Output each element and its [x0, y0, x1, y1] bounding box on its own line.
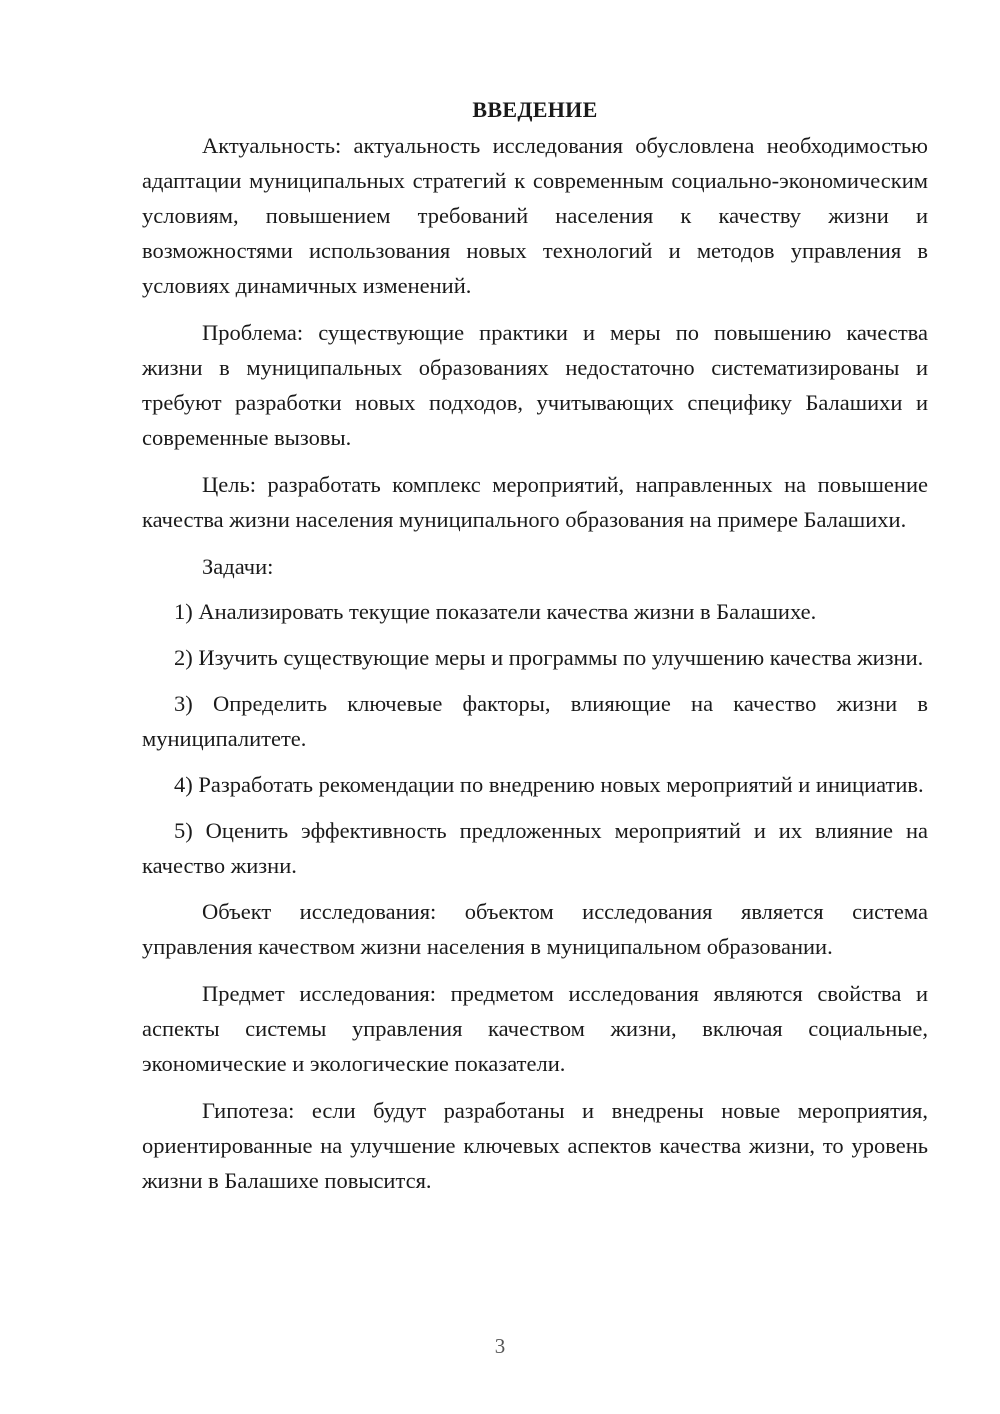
subject-paragraph: Предмет исследования: предметом исследования являются свойства и аспекты системы управления качеством жизни, включая социальные, экономические и экологические показатели. — [142, 981, 928, 1076]
page-title: ВВЕДЕНИЕ — [472, 97, 598, 122]
page-number: 3 — [494, 1334, 506, 1358]
hypothesis-paragraph: Гипотеза: если будут разработаны и внедрены новые мероприятия, ориентированные на улучшение ключевых аспектов качества жизни, то уровень жизни в Балашихе повысится. — [142, 1098, 928, 1193]
task-item: 5) Оценить эффективность предложенных мероприятий и их влияние на качество жизни. — [142, 818, 928, 878]
relevance-paragraph: Актуальность: актуальность исследования обусловлена необходимостью адаптации муниципальных стратегий к современным социально-экономическим условиям, повышением требований населения к качеству жизни и возможностями использования новых технологий и методов управления в условиях динамичных изменений. — [142, 133, 928, 298]
task-item: 2) Изучить существующие меры и программы по улучшению качества жизни. — [174, 645, 924, 670]
document-page — [142, 96, 928, 1210]
problem-paragraph: Проблема: существующие практики и меры по повышению качества жизни в муниципальных образованиях недостаточно систематизированы и требуют разработки новых подходов, учитывающих специфику Балашихи и современные вызовы. — [142, 320, 928, 450]
task-item: 4) Разработать рекомендации по внедрению новых мероприятий и инициатив. — [174, 772, 924, 797]
tasks-heading: Задачи: — [202, 554, 274, 579]
goal-paragraph: Цель: разработать комплекс мероприятий, направленных на повышение качества жизни населения муниципального образования на примере Балашихи. — [142, 472, 928, 532]
task-item: 3) Определить ключевые факторы, влияющие на качество жизни в муниципалитете. — [142, 691, 928, 751]
task-item: 1) Анализировать текущие показатели качества жизни в Балашихе. — [174, 599, 817, 624]
object-paragraph: Объект исследования: объектом исследования является система управления качеством жизни населения в муниципальном образовании. — [142, 899, 928, 959]
